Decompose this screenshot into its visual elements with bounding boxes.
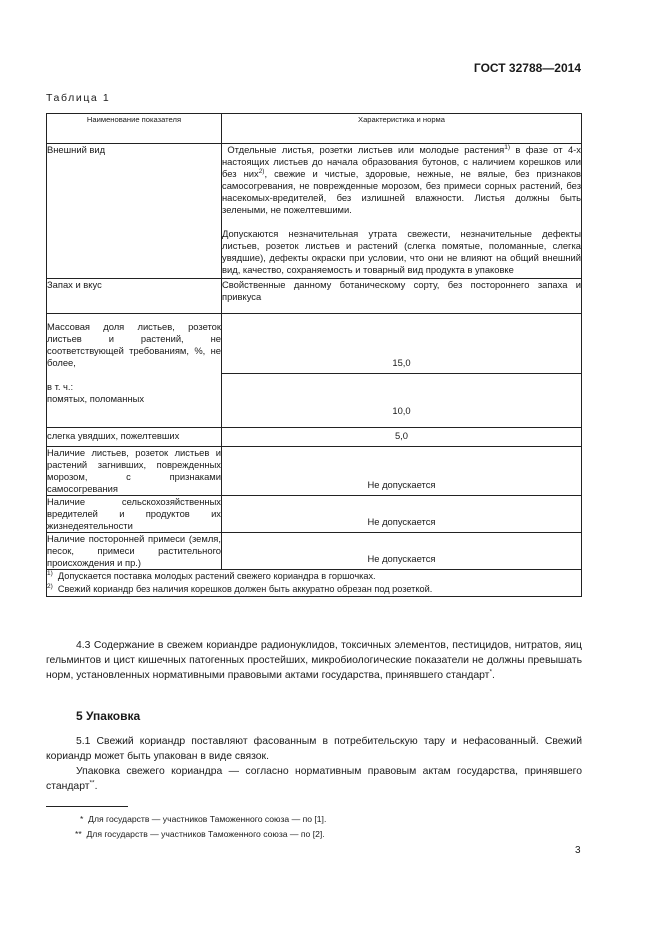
table-footnotes-row [47,570,582,597]
mass-value: 15,0 [392,357,411,368]
footnote-divider [46,806,128,807]
mass-name-cell [47,314,222,428]
section-5-packaging: Упаковка свежего кориандра — согласно нормативным правовым актам государства, принявшего стандарт**. [46,766,582,792]
table-header-row [47,114,582,144]
page-footnote-1: * Для государств — участников Таможенного союза — по [1]. [80,814,327,824]
mass-crushed-value: 10,0 [392,405,411,416]
standard-number: ГОСТ 32788—2014 [473,61,581,75]
appearance-name: Внешний вид [47,144,222,279]
pests-value: Не допускается [222,496,582,533]
column-header-indicator: Наименование показателя [47,114,222,144]
table-label: Таблица 1 [46,92,111,104]
impurity-name: Наличие посторонней примеси (земля, песок, примеси растительного происхождения и пр.) [47,533,221,568]
smell-name: Запах и вкус [47,279,222,314]
page-number: 3 [575,845,581,856]
table-footnote-1: $^{1)}$ Допускается поставка молодых растений свежего кориандра в горшочках. [47,569,376,581]
mass-incl: в т. ч.: [47,381,74,392]
table-row-mass [47,314,582,428]
table-row-wilted [47,428,582,447]
appearance-norm [222,144,582,279]
column-header-norm: Характеристика и норма [222,114,582,144]
table-row-impurity [47,533,582,570]
table-footnote-2: $^{2)}$ Свежий кориандр без наличия корешков должен быть аккуратно обрезан под розеткой. [47,582,433,594]
appearance-paragraph-1: Отдельные листья, розетки листьев или молодые растения$^{1)}$ в фазе от 4-х настоящих листьев до начала образования бутонов, с наличием корешков или без них$^{2)}$, свежие и чистые, здоровые, нежные, не вялые, без признаков самосогревания, не поврежденные морозом, без примеси сорных растений, без насекомых-вредителей, без излишней влажности. Листья должны быть зелеными, не пожелтевшими. [222,143,581,215]
wilted-value: 5,0 [222,428,582,447]
mass-name: Массовая доля листьев, розеток листьев и растений, не соответствующей требованиям, %, не более, [47,321,221,368]
table-row-pests [47,496,582,533]
appearance-paragraph-2: Допускаются незначительная утрата свежести, незначительные дефекты листьев, розеток листьев и растений (слегка помятые, поломанные, слегка увядшие), дефекты окраски при условии, что они не влияют на общий внешний вид, качество, сохраняемость и товарный вид продукта в упаковке [222,228,581,275]
page-footnote-2: ** Для государств — участников Таможенного союза — по [2]. [75,829,325,839]
smell-value: Свойственные данному ботаническому сорту, без постороннего запаха и привкуса [222,279,582,314]
mass-values-cell [222,314,582,428]
section-5-title: 5 Упаковка [76,709,141,723]
table-row-smell [47,279,582,314]
rot-value: Не допускается [222,447,582,496]
impurity-value: Не допускается [222,533,582,570]
section-4-3: 4.3 Содержание в свежем кориандре радионуклидов, токсичных элементов, пестицидов, нитратов, яиц гельминтов и цист кишечных патогенных простейших, микробиологические показатели не должны превышать норм, установленных нормативными правовыми актами государства, принявшего стандарт*. [46,640,582,681]
table-row-rot [47,447,582,496]
table-footnotes [47,570,582,597]
rot-name: Наличие листьев, розеток листьев и растений загнивших, поврежденных морозом, с признаками самосогревания [47,447,221,494]
wilted-name: слегка увядших, пожелтевших [47,428,222,447]
indicators-table [46,113,582,597]
section-5-1: 5.1 Свежий кориандр поставляют фасованным в потребительскую тару и нефасованный. Свежий кориандр может быть упакован в виде связок. [46,736,582,762]
mass-crushed-name: помятых, поломанных [47,393,145,404]
table-row-appearance [47,144,582,279]
pests-name: Наличие сельскохозяйственных вредителей и продуктов их жизнедеятельности [47,496,221,531]
